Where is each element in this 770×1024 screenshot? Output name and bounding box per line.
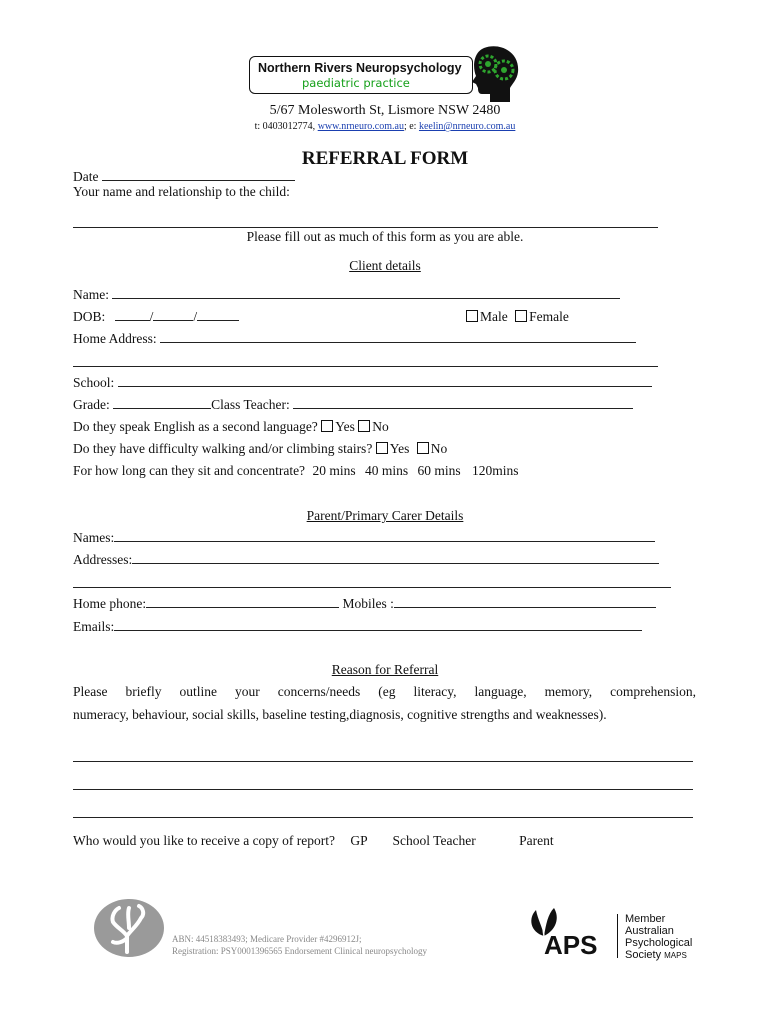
home-address-row — [73, 331, 636, 347]
aps-member-text — [625, 913, 692, 962]
sit-option[interactable]: 40 mins — [364, 463, 409, 478]
addresses-label: Addresses: — [73, 552, 133, 567]
aps-line: Society — [625, 949, 662, 961]
phones-row — [73, 596, 656, 612]
emails-field[interactable] — [114, 619, 642, 631]
footer-registration — [172, 933, 427, 957]
reason-field-2[interactable] — [73, 789, 693, 790]
grade-label: Grade: — [73, 397, 110, 412]
walking-no-checkbox[interactable] — [417, 442, 429, 454]
class-teacher-label: Class Teacher: — [211, 397, 290, 412]
school-label: School: — [73, 375, 115, 390]
copy-option-parent[interactable]: Parent — [519, 833, 554, 848]
female-checkbox[interactable] — [515, 310, 527, 322]
walking-yes-label: Yes — [389, 441, 410, 456]
name-row — [73, 287, 620, 303]
reason-prompt-line1: Please briefly outline your concerns/needs (eg literacy, language, memory, comprehension, — [73, 684, 696, 699]
home-address-label: Home Address: — [73, 331, 157, 346]
addresses-field-2[interactable] — [73, 587, 671, 588]
home-address-field-2[interactable] — [73, 366, 658, 367]
female-label: Female — [529, 309, 569, 324]
sit-question: For how long can they sit and concentrate? — [73, 463, 306, 478]
website-link[interactable]: www.nrneuro.com.au — [317, 121, 404, 132]
name-field[interactable] — [112, 287, 620, 299]
aps-maps: MAPS — [664, 951, 687, 960]
form-title: REFERRAL FORM — [301, 148, 469, 169]
esl-yes-checkbox[interactable] — [321, 420, 333, 432]
home-phone-field[interactable] — [146, 596, 339, 608]
class-teacher-field[interactable] — [293, 397, 633, 409]
mobiles-field[interactable] — [394, 596, 656, 608]
dob-label: DOB: — [73, 309, 106, 324]
walking-question: Do they have difficulty walking and/or climbing stairs? — [73, 441, 373, 456]
sit-option[interactable]: 60 mins — [417, 463, 461, 478]
date-label: Date — [73, 169, 99, 184]
grade-field[interactable] — [113, 397, 211, 409]
sit-option[interactable]: 20 mins — [312, 463, 356, 478]
reason-field-1[interactable] — [73, 761, 693, 762]
head-profile-icon — [462, 44, 522, 104]
abn-line: ABN: 44518383493; Medicare Provider #4296912J; — [172, 934, 362, 944]
copy-option-school-teacher[interactable]: School Teacher — [392, 833, 476, 848]
school-field[interactable] — [118, 375, 652, 387]
copy-row — [73, 833, 554, 849]
aps-line: Member — [625, 913, 666, 925]
aps-line: Psychological — [625, 937, 693, 949]
email-link[interactable]: keelin@nrneuro.com.au — [418, 121, 516, 132]
sex-options — [466, 309, 569, 325]
phone-text: t: 0403012774, — [254, 121, 318, 132]
school-row — [73, 375, 652, 391]
sit-option[interactable]: 120mins — [471, 463, 519, 478]
date-field[interactable] — [102, 169, 295, 181]
reason-heading: Reason for Referral — [331, 662, 439, 677]
instruction-text: Please fill out as much of this form as you are able. — [246, 229, 524, 244]
mobiles-label: Mobiles : — [342, 596, 394, 611]
contact-separator: ; e: — [403, 121, 419, 132]
home-phone-label: Home phone: — [73, 596, 147, 611]
copy-question: Who would you like to receive a copy of report? — [73, 833, 336, 848]
esl-row — [73, 419, 389, 435]
aps-line: Australian — [625, 925, 674, 937]
esl-no-label: No — [372, 419, 389, 434]
registration-line: Registration: PSY0001396565 Endorsement Clinical neuropsychology — [172, 946, 427, 956]
date-row — [73, 169, 295, 185]
emails-label: Emails: — [73, 619, 115, 634]
esl-no-checkbox[interactable] — [358, 420, 370, 432]
walking-row — [73, 441, 447, 457]
practice-address: 5/67 Molesworth St, Lismore NSW 2480 — [269, 103, 501, 118]
addresses-row — [73, 552, 659, 568]
grade-row — [73, 397, 633, 413]
referrer-label: Your name and relationship to the child: — [73, 184, 290, 199]
walking-no-label: No — [430, 441, 448, 456]
addresses-field[interactable] — [132, 552, 659, 564]
parent-heading: Parent/Primary Carer Details — [306, 508, 464, 523]
dob-day-field[interactable] — [115, 309, 150, 321]
male-checkbox[interactable] — [466, 310, 478, 322]
dob-month-field[interactable] — [153, 309, 193, 321]
logo-subtitle: paediatric practice — [302, 76, 410, 90]
name-label: Name: — [73, 287, 109, 302]
reason-field-3[interactable] — [73, 817, 693, 818]
male-label: Male — [480, 309, 508, 324]
logo-title: Northern Rivers Neuropsychology — [258, 61, 462, 75]
sit-row — [73, 463, 519, 479]
esl-question: Do they speak English as a second language? — [73, 419, 318, 434]
esl-yes-label: Yes — [335, 419, 355, 434]
tree-emblem-icon — [93, 898, 165, 958]
names-field[interactable] — [114, 530, 655, 542]
emails-row — [73, 619, 642, 635]
dob-year-field[interactable] — [197, 309, 239, 321]
referrer-field[interactable] — [73, 227, 658, 228]
names-label: Names: — [73, 530, 115, 545]
contact-line — [0, 121, 770, 132]
aps-logo-text: APS — [544, 930, 598, 960]
home-address-field[interactable] — [160, 331, 636, 343]
names-row — [73, 530, 655, 546]
reason-prompt-line2: numeracy, behaviour, social skills, baseline testing,diagnosis, cognitive strengths and weaknesses). — [73, 707, 607, 722]
walking-yes-checkbox[interactable] — [376, 442, 388, 454]
aps-divider — [617, 914, 618, 958]
dob-row: DOB: / / — [73, 309, 239, 325]
copy-option-gp[interactable]: GP — [350, 833, 368, 848]
client-heading: Client details — [349, 258, 421, 273]
